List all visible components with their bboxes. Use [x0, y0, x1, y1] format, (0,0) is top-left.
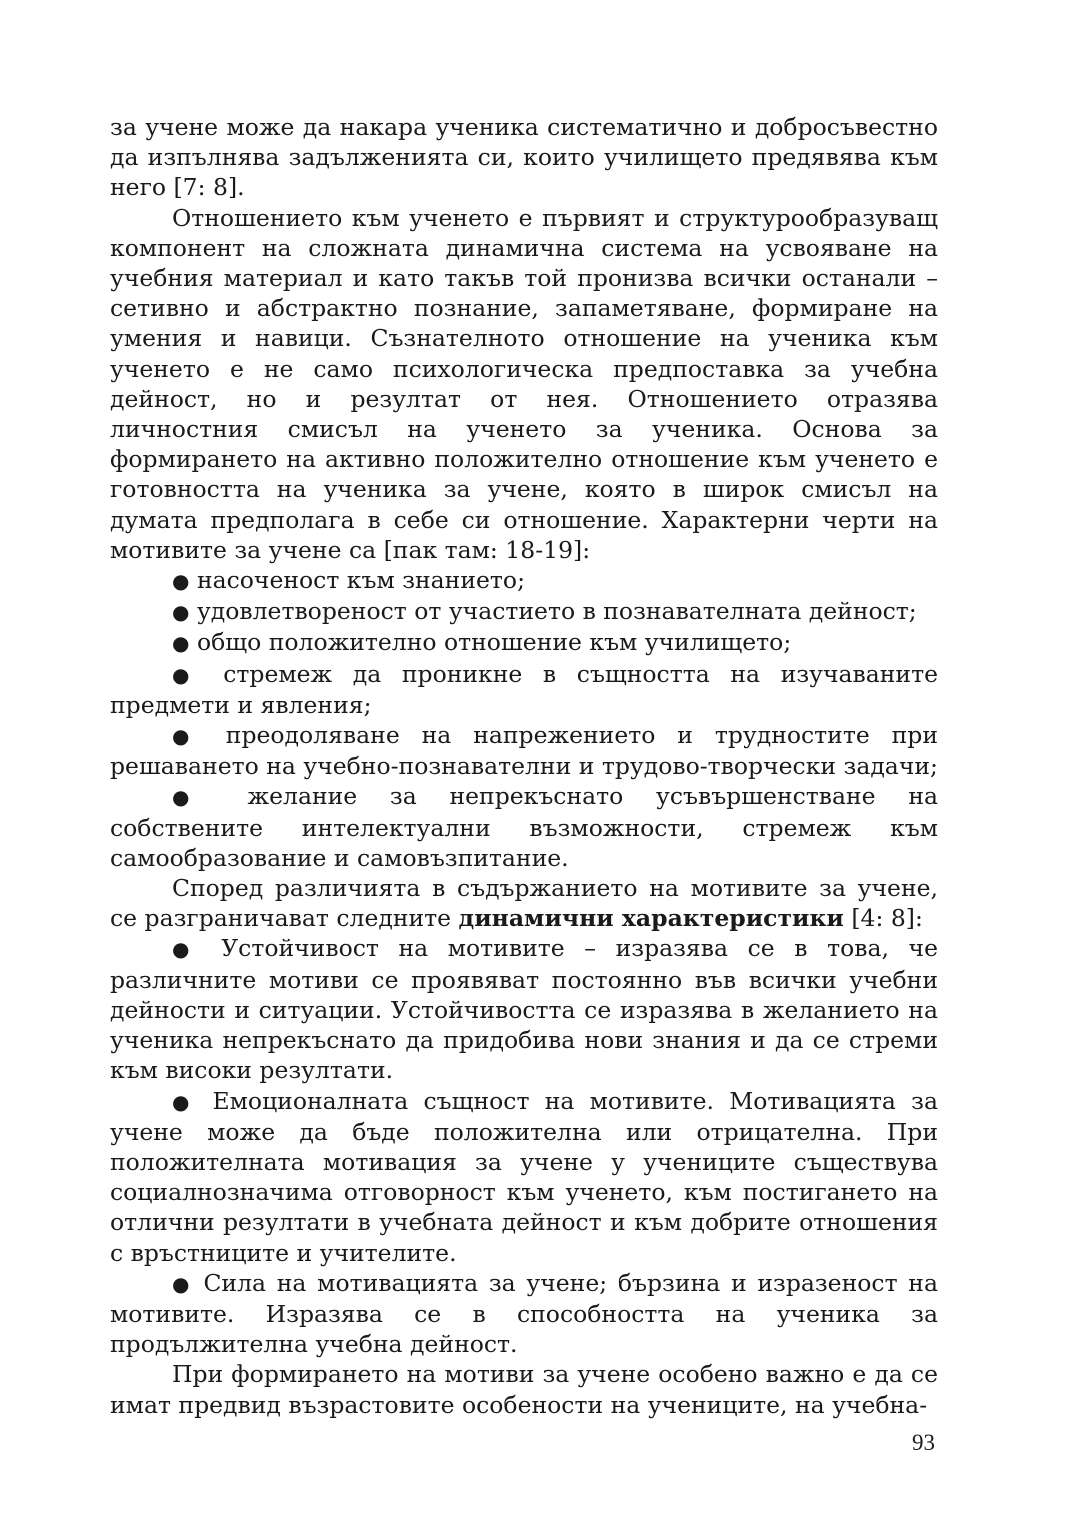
list-item-text: общо положително отношение към училището; — [196, 628, 792, 657]
list-item — [110, 1268, 938, 1360]
paragraph-dynamic-characteristics — [110, 873, 938, 933]
bullet-icon: ● — [172, 724, 204, 749]
bullet-icon: ● — [172, 600, 190, 625]
page-body — [110, 112, 938, 1420]
list-item — [110, 596, 938, 627]
list-item-text: Сила на мотивацията за учене; бързина и изразеност на мотивите. Изразява се в способността на ученика за продължителна учебна дейност. — [110, 1268, 938, 1359]
list-item-text: желание за непрекъснато усъвършенстване на собствените интелектуални възможности, стремеж към самообразование и самовъзпитание. — [110, 782, 938, 872]
bullet-icon: ● — [172, 569, 190, 594]
list-item — [110, 1086, 938, 1268]
list-item — [110, 781, 938, 873]
list-item — [110, 659, 938, 720]
list-item-text: Устойчивост на мотивите – изразява се в това, че различните мотиви се проявяват постоянно във всички учебни дейности и ситуации. Устойчивостта се изразява в желанието на ученика непрекъснато да придобива нови знания и да се стреми към високи резултати. — [110, 934, 938, 1085]
bullet-icon: ● — [172, 1271, 193, 1296]
bullet-icon: ● — [172, 662, 203, 687]
citation-text: [4: 8]: — [843, 904, 923, 933]
bullet-icon: ● — [172, 937, 202, 962]
list-item — [110, 933, 938, 1085]
list-item-text: Емоционалната същност на мотивите. Мотивацията за учене може да бъде положителна или отрицателна. При положителната мотивация за учене у учениците съществува социалнозначима отговорност към ученето, към постигането на отлични резултати в учебната дейност и към добрите отношения с връстниците и учителите. — [110, 1086, 938, 1267]
paragraph-continuation: за учене може да накара ученика систематично и добросъвестно да изпълнява задълженията си, които училището предявява към него [7: 8]. — [110, 113, 938, 202]
list-item — [110, 627, 938, 658]
list-item — [110, 720, 938, 781]
list-item-text: удовлетвореност от участието в познавателната дейност; — [196, 597, 917, 626]
paragraph-attitude: Отношението към ученето е първият и структурообразуващ компонент на сложната динамична система на усвояване на учебния материал и като такъв той пронизва всички останали – сетивно и абстрактно познание, запаметяване, формиране на умения и навици. Съзнателното отношение на ученика към ученето е не само психологическа предпоставка за учебна дейност, но и резултат от нея. Отношението отразява личностния смисъл на ученето за ученика. Основа за формирането на активно положително отношение към ученето е готовността на ученика за учене, която в широк смисъл на думата предполага в себе си отношение. Характерни черти на мотивите за учене са [пак там: 18-19]: — [110, 203, 938, 564]
list-item-text: преодоляване на напрежението и трудностите при решаването на учебно-познавателни и трудово-творчески задачи; — [110, 721, 939, 781]
bold-term: динамични характеристики — [458, 904, 844, 933]
list-item-text: стремеж да проникне в същността на изучаваните предмети и явления; — [110, 659, 938, 719]
list-item — [110, 565, 938, 596]
page-number: 93 — [912, 1430, 935, 1455]
paragraph-text: Според различията в съдържанието на мотивите за учене, се разграничават следните — [110, 874, 938, 933]
bullet-icon: ● — [172, 1089, 198, 1114]
paragraph-age-features: При формирането на мотиви за учене особено важно е да се имат предвид възрастовите особености на учениците, на учебна- — [110, 1360, 938, 1419]
bullet-icon: ● — [172, 631, 190, 656]
list-item-text: насоченост към знанието; — [196, 566, 525, 595]
bullet-icon: ● — [172, 785, 215, 810]
